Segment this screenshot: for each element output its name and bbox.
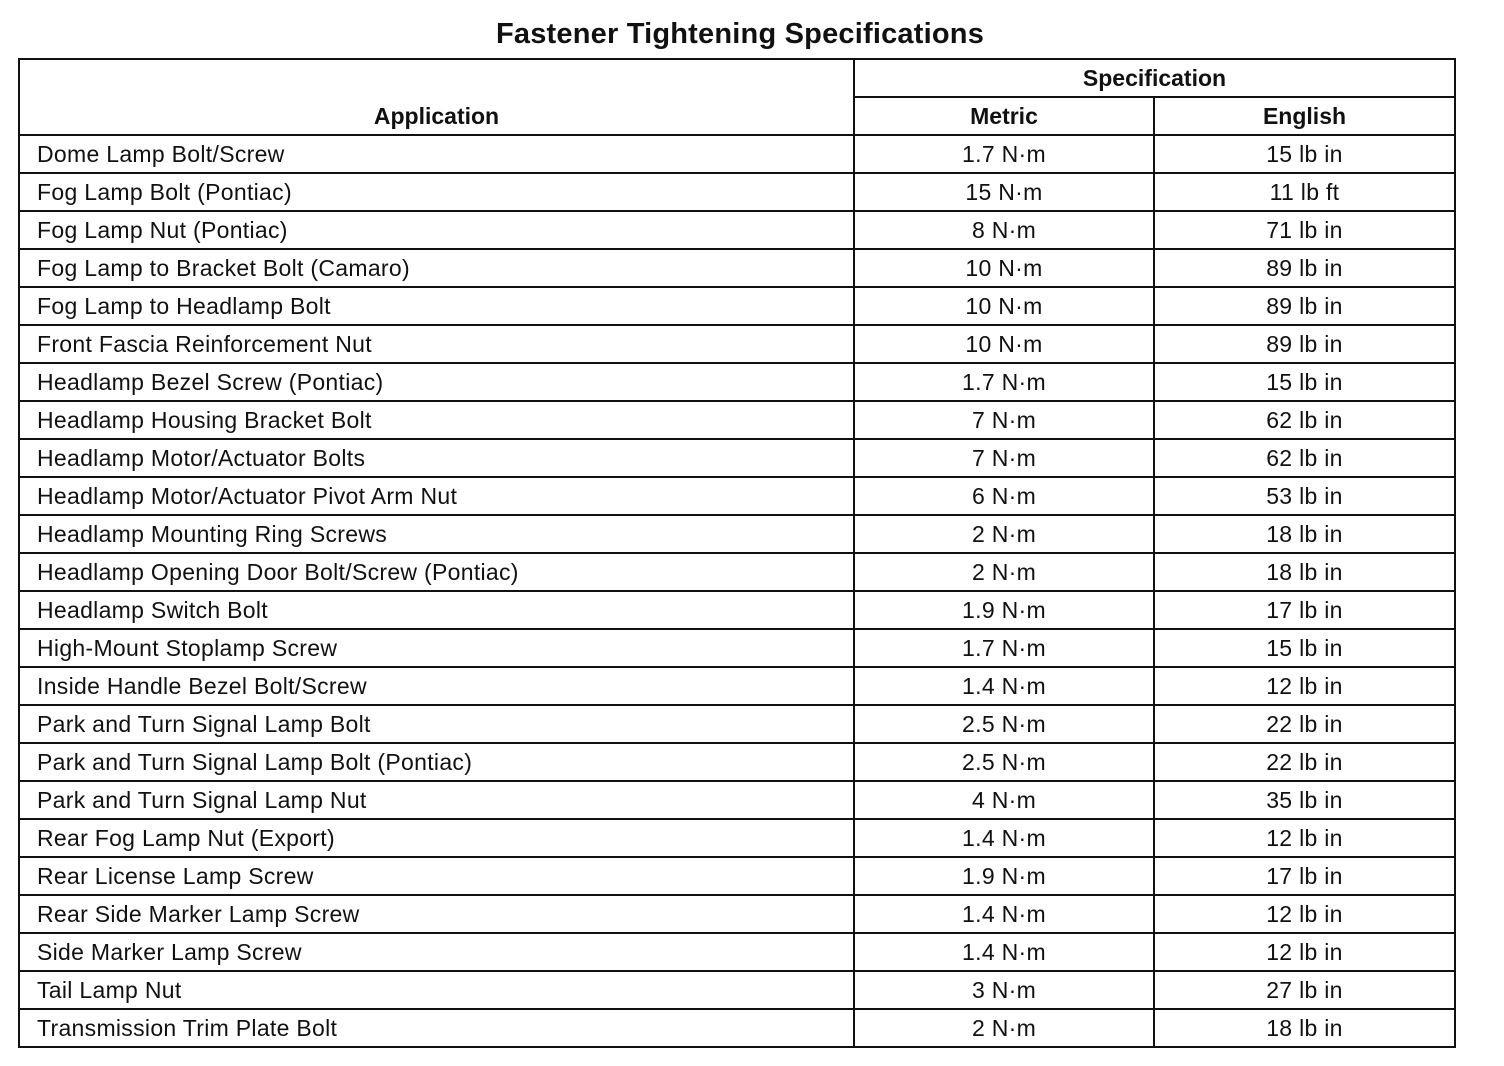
metric-cell: 10 N·m	[854, 249, 1154, 287]
english-cell: 18 lb in	[1154, 1009, 1455, 1047]
metric-cell: 2 N·m	[854, 515, 1154, 553]
table-row	[19, 819, 1455, 857]
table-row	[19, 553, 1455, 591]
english-cell: 22 lb in	[1154, 743, 1455, 781]
table-row	[19, 857, 1455, 895]
fastener-spec-table	[18, 58, 1456, 1048]
english-cell: 27 lb in	[1154, 971, 1455, 1009]
application-cell: Headlamp Mounting Ring Screws	[19, 515, 854, 553]
metric-cell: 6 N·m	[854, 477, 1154, 515]
header-row-top	[19, 59, 1455, 97]
metric-cell: 8 N·m	[854, 211, 1154, 249]
table-row	[19, 325, 1455, 363]
english-cell: 53 lb in	[1154, 477, 1455, 515]
application-cell: Park and Turn Signal Lamp Nut	[19, 781, 854, 819]
application-cell: Rear License Lamp Screw	[19, 857, 854, 895]
table-row	[19, 895, 1455, 933]
metric-cell: 7 N·m	[854, 439, 1154, 477]
metric-cell: 2 N·m	[854, 1009, 1154, 1047]
application-header: Application	[19, 59, 854, 135]
english-cell: 12 lb in	[1154, 819, 1455, 857]
english-cell: 62 lb in	[1154, 439, 1455, 477]
page-title: Fastener Tightening Specifications	[495, 18, 985, 50]
table-row	[19, 781, 1455, 819]
application-cell: Rear Fog Lamp Nut (Export)	[19, 819, 854, 857]
metric-cell: 10 N·m	[854, 325, 1154, 363]
metric-cell: 3 N·m	[854, 971, 1154, 1009]
application-cell: Headlamp Bezel Screw (Pontiac)	[19, 363, 854, 401]
table-row	[19, 477, 1455, 515]
english-cell: 18 lb in	[1154, 515, 1455, 553]
table-row	[19, 1009, 1455, 1047]
metric-cell: 1.9 N·m	[854, 857, 1154, 895]
table-row	[19, 515, 1455, 553]
metric-cell: 1.4 N·m	[854, 667, 1154, 705]
english-cell: 71 lb in	[1154, 211, 1455, 249]
english-cell: 35 lb in	[1154, 781, 1455, 819]
table-row	[19, 591, 1455, 629]
application-cell: Fog Lamp Nut (Pontiac)	[19, 211, 854, 249]
table-row	[19, 249, 1455, 287]
table-row	[19, 667, 1455, 705]
english-cell: 62 lb in	[1154, 401, 1455, 439]
metric-cell: 7 N·m	[854, 401, 1154, 439]
table-row	[19, 401, 1455, 439]
metric-cell: 4 N·m	[854, 781, 1154, 819]
metric-cell: 1.9 N·m	[854, 591, 1154, 629]
metric-cell: 2.5 N·m	[854, 705, 1154, 743]
application-cell: Headlamp Motor/Actuator Pivot Arm Nut	[19, 477, 854, 515]
table-row	[19, 705, 1455, 743]
application-cell: High-Mount Stoplamp Screw	[19, 629, 854, 667]
english-header: English	[1154, 97, 1455, 135]
table-row	[19, 629, 1455, 667]
application-cell: Front Fascia Reinforcement Nut	[19, 325, 854, 363]
english-cell: 15 lb in	[1154, 629, 1455, 667]
english-cell: 15 lb in	[1154, 363, 1455, 401]
english-cell: 18 lb in	[1154, 553, 1455, 591]
metric-cell: 1.4 N·m	[854, 933, 1154, 971]
metric-header: Metric	[854, 97, 1154, 135]
application-cell: Rear Side Marker Lamp Screw	[19, 895, 854, 933]
table-row	[19, 933, 1455, 971]
table-row	[19, 439, 1455, 477]
application-cell: Tail Lamp Nut	[19, 971, 854, 1009]
application-cell: Park and Turn Signal Lamp Bolt (Pontiac)	[19, 743, 854, 781]
application-cell: Fog Lamp to Bracket Bolt (Camaro)	[19, 249, 854, 287]
metric-cell: 1.7 N·m	[854, 629, 1154, 667]
english-cell: 15 lb in	[1154, 135, 1455, 173]
application-cell: Headlamp Housing Bracket Bolt	[19, 401, 854, 439]
english-cell: 17 lb in	[1154, 857, 1455, 895]
english-cell: 12 lb in	[1154, 895, 1455, 933]
application-cell: Inside Handle Bezel Bolt/Screw	[19, 667, 854, 705]
metric-cell: 2 N·m	[854, 553, 1154, 591]
table-row	[19, 287, 1455, 325]
application-cell: Headlamp Switch Bolt	[19, 591, 854, 629]
table-header	[19, 59, 1455, 135]
application-cell: Fog Lamp to Headlamp Bolt	[19, 287, 854, 325]
table-row	[19, 743, 1455, 781]
application-cell: Park and Turn Signal Lamp Bolt	[19, 705, 854, 743]
table-row	[19, 135, 1455, 173]
metric-cell: 15 N·m	[854, 173, 1154, 211]
metric-cell: 1.7 N·m	[854, 363, 1154, 401]
application-cell: Side Marker Lamp Screw	[19, 933, 854, 971]
metric-cell: 1.4 N·m	[854, 819, 1154, 857]
metric-cell: 10 N·m	[854, 287, 1154, 325]
application-cell: Headlamp Motor/Actuator Bolts	[19, 439, 854, 477]
english-cell: 12 lb in	[1154, 667, 1455, 705]
english-cell: 11 lb ft	[1154, 173, 1455, 211]
table-row	[19, 971, 1455, 1009]
english-cell: 89 lb in	[1154, 325, 1455, 363]
english-cell: 89 lb in	[1154, 249, 1455, 287]
metric-cell: 1.7 N·m	[854, 135, 1154, 173]
application-cell: Fog Lamp Bolt (Pontiac)	[19, 173, 854, 211]
specification-header: Specification	[854, 59, 1455, 97]
metric-cell: 2.5 N·m	[854, 743, 1154, 781]
table-row	[19, 173, 1455, 211]
table-row	[19, 211, 1455, 249]
table-row	[19, 363, 1455, 401]
english-cell: 17 lb in	[1154, 591, 1455, 629]
english-cell: 89 lb in	[1154, 287, 1455, 325]
application-cell: Headlamp Opening Door Bolt/Screw (Pontiac)	[19, 553, 854, 591]
application-cell: Dome Lamp Bolt/Screw	[19, 135, 854, 173]
english-cell: 22 lb in	[1154, 705, 1455, 743]
table-body	[19, 135, 1455, 1047]
application-cell: Transmission Trim Plate Bolt	[19, 1009, 854, 1047]
metric-cell: 1.4 N·m	[854, 895, 1154, 933]
english-cell: 12 lb in	[1154, 933, 1455, 971]
